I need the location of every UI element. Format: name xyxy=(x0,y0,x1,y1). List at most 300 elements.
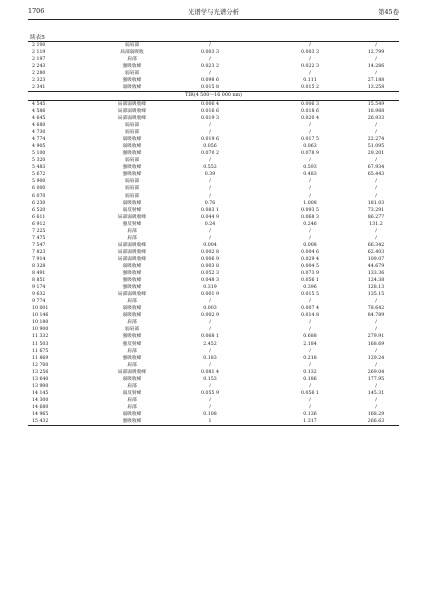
table-row xyxy=(28,115,399,122)
wavenumber-cell: 5 320 xyxy=(32,158,46,164)
feature-cell: 强吸收峰 xyxy=(122,278,142,284)
value-a-cell: 0.001 9 xyxy=(201,292,219,298)
wavenumber-cell: 9 632 xyxy=(32,292,46,298)
feature-cell: 弱吸收峰 xyxy=(122,376,142,382)
wavenumber-cell: 4 645 xyxy=(32,116,46,122)
wavenumber-cell: 14 965 xyxy=(32,411,49,417)
feature-cell: 强吸收峰 xyxy=(122,172,142,178)
wavenumber-cell: 13 256 xyxy=(32,369,49,375)
wavenumber-cell: 10 900 xyxy=(32,327,49,333)
value-c-cell: / xyxy=(375,57,377,63)
value-c-cell: 128.13 xyxy=(367,285,385,291)
value-c-cell: 133.36 xyxy=(367,271,385,277)
value-c-cell: / xyxy=(375,362,377,368)
value-c-cell: 15.549 xyxy=(367,101,385,107)
value-a-cell: 0.002 8 xyxy=(201,249,219,255)
feature-cell: 弱肩部 xyxy=(124,43,140,48)
wavenumber-cell: 10 001 xyxy=(32,306,49,312)
value-b-cell: 0.246 xyxy=(303,221,317,227)
value-b-cell: 0.017 5 xyxy=(301,137,319,143)
value-c-cell: 129.24 xyxy=(367,355,385,361)
value-b-cell: / xyxy=(309,43,311,48)
value-b-cell: / xyxy=(309,179,311,185)
value-b-cell: 0.003 3 xyxy=(301,50,319,56)
value-a-cell: / xyxy=(209,179,211,185)
wavenumber-cell: 2 341 xyxy=(32,85,46,91)
value-a-cell: 0.76 xyxy=(204,200,216,206)
value-b-cell: 0.136 xyxy=(303,411,317,417)
value-a-cell: 0.003 xyxy=(203,306,217,312)
table-row xyxy=(28,84,399,91)
feature-cell: 弱反射峰 xyxy=(122,390,142,396)
table-row xyxy=(28,157,399,164)
table-row xyxy=(28,129,399,136)
value-a-cell: 0.319 xyxy=(203,285,217,291)
table-row xyxy=(28,136,399,143)
wavenumber-cell: 11 503 xyxy=(32,341,49,347)
table-row xyxy=(28,63,399,70)
value-a-cell: 0.003 8 xyxy=(201,264,219,269)
value-c-cell: / xyxy=(375,158,377,164)
table-row xyxy=(28,164,399,171)
table-row xyxy=(28,235,399,242)
value-b-cell: 0.068 3 xyxy=(301,214,319,220)
value-b-cell: 0.008 xyxy=(303,242,317,248)
table-row xyxy=(28,256,399,263)
feature-cell: 肩部 xyxy=(127,299,137,305)
feature-cell: 局部弱吸收峰 xyxy=(117,292,147,298)
value-b-cell: / xyxy=(309,158,311,164)
volume-label: 第45卷 xyxy=(378,8,399,16)
table-row xyxy=(28,383,399,390)
value-b-cell: 0.593 xyxy=(303,165,317,171)
wavenumber-cell: 4 730 xyxy=(32,130,46,136)
value-a-cell: 0.183 xyxy=(203,355,217,361)
table-row xyxy=(28,214,399,221)
value-a-cell: 0.055 9 xyxy=(201,390,219,396)
value-c-cell: 86.277 xyxy=(367,214,385,220)
value-c-cell: 279.91 xyxy=(367,334,385,340)
table-row xyxy=(28,418,399,425)
value-b-cell: 0.078 9 xyxy=(301,151,319,157)
value-c-cell: / xyxy=(375,383,377,389)
wavenumber-cell: 6 000 xyxy=(32,186,46,192)
value-b-cell: 0.029 4 xyxy=(301,256,319,262)
value-b-cell: 0.004 5 xyxy=(301,264,319,269)
wavenumber-cell: 4 905 xyxy=(32,144,46,150)
table-row xyxy=(28,369,399,376)
wavenumber-cell: 2 197 xyxy=(32,57,46,63)
feature-cell: 强吸收峰 xyxy=(122,64,142,70)
table-row xyxy=(28,341,399,348)
wavenumber-cell: 13 900 xyxy=(32,383,49,389)
value-b-cell: 1.008 xyxy=(303,200,317,206)
value-a-cell: / xyxy=(209,404,211,410)
feature-cell: 肩部 xyxy=(127,320,137,326)
table-row xyxy=(28,333,399,340)
wavenumber-cell: 12 700 xyxy=(32,362,49,368)
value-c-cell: 168.69 xyxy=(367,341,385,347)
table-row xyxy=(28,319,399,326)
wavenumber-cell: 2 280 xyxy=(32,71,46,77)
value-c-cell: / xyxy=(375,130,377,136)
value-c-cell: / xyxy=(375,43,377,48)
table-body-lower xyxy=(28,101,399,425)
table-row xyxy=(28,143,399,150)
wavenumber-cell: 7 823 xyxy=(32,249,46,255)
table-row xyxy=(28,178,399,185)
table-row xyxy=(28,305,399,312)
feature-cell: 强吸收峰 xyxy=(122,285,142,291)
value-b-cell: / xyxy=(309,186,311,192)
value-b-cell: 0.093 5 xyxy=(301,207,319,213)
feature-cell: 弱吸收峰 xyxy=(122,144,142,150)
feature-cell: 弱吸收峰 xyxy=(122,411,142,417)
table-row xyxy=(28,207,399,214)
wavenumber-cell: 7 475 xyxy=(32,235,46,241)
value-c-cell: / xyxy=(375,404,377,410)
value-c-cell: 29.201 xyxy=(367,151,385,157)
feature-cell: 肩部 xyxy=(127,362,137,368)
feature-cell: 弱反射峰 xyxy=(122,207,142,213)
wavenumber-cell: 5 100 xyxy=(32,151,46,157)
feature-cell: 弱吸收峰 xyxy=(122,313,142,319)
value-a-cell: 0.070 2 xyxy=(201,151,219,157)
wavenumber-cell: 4 774 xyxy=(32,137,46,143)
wavenumber-cell: 5 483 xyxy=(32,165,46,171)
table-row xyxy=(28,249,399,256)
feature-cell: 强吸收峰 xyxy=(122,419,142,425)
value-b-cell: / xyxy=(309,404,311,410)
table-continuation-label: 续表5 xyxy=(30,35,45,41)
value-b-cell: 0.056 1 xyxy=(301,390,319,396)
feature-cell: 弱肩部 xyxy=(124,71,140,77)
table-row xyxy=(28,42,399,49)
value-a-cell: 0.153 xyxy=(203,376,217,382)
wavenumber-cell: 13 640 xyxy=(32,376,49,382)
wavenumber-cell: 7 547 xyxy=(32,242,46,248)
wavenumber-cell: 5 900 xyxy=(32,179,46,185)
wavenumber-cell: 11 332 xyxy=(32,334,49,340)
value-a-cell: 0.006 9 xyxy=(201,256,219,262)
value-b-cell: 0.018 6 xyxy=(301,108,319,114)
value-b-cell: 0.006 3 xyxy=(301,101,319,107)
value-c-cell: / xyxy=(375,348,377,354)
value-a-cell: / xyxy=(209,362,211,368)
wavenumber-cell: 2 323 xyxy=(32,78,46,84)
wavenumber-cell: 8 328 xyxy=(32,264,46,269)
value-a-cell: 0.016 6 xyxy=(201,108,219,114)
feature-cell: 弱肩部 xyxy=(124,327,140,333)
value-c-cell: / xyxy=(375,320,377,326)
value-a-cell: 0.002 9 xyxy=(201,313,219,319)
wavenumber-cell: 6 912 xyxy=(32,221,46,227)
value-c-cell: 135.15 xyxy=(367,292,385,298)
feature-cell: 弱肩部 xyxy=(124,186,140,192)
value-a-cell: 0.006 4 xyxy=(201,101,219,107)
value-a-cell: 0.39 xyxy=(204,172,216,178)
feature-cell: 强吸收峰 xyxy=(122,151,142,157)
value-c-cell: 18.988 xyxy=(367,108,385,114)
value-c-cell: / xyxy=(375,299,377,305)
table-bottom-rule xyxy=(28,425,399,426)
wavenumber-cell: 4 545 xyxy=(32,101,46,107)
value-c-cell: 26.933 xyxy=(367,116,385,122)
wavenumber-cell: 14 680 xyxy=(32,404,49,410)
journal-title: 光谱学与光谱分析 xyxy=(187,8,240,16)
feature-cell: 弱肩部 xyxy=(124,179,140,185)
value-a-cell: / xyxy=(209,186,211,192)
table-row xyxy=(28,77,399,84)
value-b-cell: 0.688 xyxy=(303,334,317,340)
feature-cell: 强吸收峰 xyxy=(122,165,142,171)
value-c-cell: 67.934 xyxy=(367,165,385,171)
value-a-cell: 0.048 3 xyxy=(201,278,219,284)
value-b-cell: 0.063 xyxy=(303,144,317,150)
value-c-cell: 73.291 xyxy=(367,207,385,213)
feature-cell: 局部弱吸收峰 xyxy=(117,116,147,122)
wavenumber-cell: 5 672 xyxy=(32,172,46,178)
value-a-cell: / xyxy=(209,193,211,199)
table-row xyxy=(28,298,399,305)
running-header xyxy=(28,7,399,19)
value-b-cell: / xyxy=(309,57,311,63)
value-b-cell: 0.015 2 xyxy=(301,85,319,91)
wavenumber-cell: 6 230 xyxy=(32,200,46,206)
value-a-cell: / xyxy=(209,57,211,63)
value-c-cell: / xyxy=(375,123,377,129)
value-b-cell: 0.020 4 xyxy=(301,116,319,122)
page-number: 1706 xyxy=(28,7,45,15)
value-a-cell: / xyxy=(209,348,211,354)
value-b-cell: 1.317 xyxy=(303,419,317,425)
table-row xyxy=(28,326,399,333)
table-row xyxy=(28,404,399,411)
feature-cell: 局部弱吸收峰 xyxy=(117,101,147,107)
value-a-cell: 0.098 6 xyxy=(201,78,219,84)
table-row xyxy=(28,193,399,200)
value-c-cell: / xyxy=(375,186,377,192)
feature-cell: 弱吸收峰 xyxy=(122,306,142,312)
wavenumber-cell: 6 611 xyxy=(32,214,46,220)
value-c-cell: 269.04 xyxy=(367,369,385,375)
wavenumber-cell: 2 119 xyxy=(32,50,46,56)
value-c-cell: / xyxy=(375,327,377,333)
table-row xyxy=(28,362,399,369)
value-c-cell: 14.286 xyxy=(367,64,385,70)
value-a-cell: / xyxy=(209,320,211,326)
feature-cell: 局部弱吸收峰 xyxy=(117,256,147,262)
feature-cell: 弱吸收峰 xyxy=(122,137,142,143)
value-a-cell: / xyxy=(209,158,211,164)
value-b-cell: / xyxy=(309,320,311,326)
wavenumber-cell: 2 100 xyxy=(32,43,46,48)
value-a-cell: 0.056 xyxy=(203,144,217,150)
value-c-cell: 109.07 xyxy=(367,256,385,262)
value-a-cell: 0.004 xyxy=(203,242,217,248)
feature-cell: 强吸收峰 xyxy=(122,78,142,84)
wavenumber-cell: 10 146 xyxy=(32,313,49,319)
value-b-cell: 0.014 8 xyxy=(301,313,319,319)
value-b-cell: 0.396 xyxy=(303,285,317,291)
feature-cell: 局部弱吸收峰 xyxy=(117,369,147,375)
value-a-cell: / xyxy=(209,383,211,389)
value-c-cell: 65.443 xyxy=(367,172,385,178)
wavenumber-cell: 2 243 xyxy=(32,64,46,70)
value-b-cell: 0.073 9 xyxy=(301,271,319,277)
value-c-cell: 12.799 xyxy=(367,50,385,56)
value-a-cell: 0.068 1 xyxy=(201,334,219,340)
value-a-cell: 0.015 8 xyxy=(201,85,219,91)
table-row xyxy=(28,171,399,178)
value-a-cell: 0.24 xyxy=(204,221,216,227)
table-row xyxy=(28,150,399,157)
feature-cell: 局部弱吸收 xyxy=(120,50,144,56)
value-c-cell: 51.095 xyxy=(367,144,385,150)
value-c-cell: 177.95 xyxy=(367,376,385,382)
value-b-cell: 0.186 xyxy=(303,376,317,382)
feature-cell: 局部弱吸收峰 xyxy=(117,249,147,255)
value-c-cell: 27.188 xyxy=(367,78,385,84)
table-row xyxy=(28,270,399,277)
feature-cell: 弱肩部 xyxy=(124,123,140,129)
value-b-cell: / xyxy=(309,383,311,389)
table-row xyxy=(28,348,399,355)
table-row xyxy=(28,411,399,418)
table-row xyxy=(28,277,399,284)
feature-cell: 肩部 xyxy=(127,348,137,354)
value-a-cell: / xyxy=(209,397,211,403)
value-b-cell: 0.483 xyxy=(303,172,317,178)
value-b-cell: 0.111 xyxy=(303,78,317,84)
table-row xyxy=(28,397,399,404)
value-a-cell: 0.019 6 xyxy=(201,137,219,143)
value-c-cell: 22.274 xyxy=(367,137,385,143)
value-b-cell: / xyxy=(309,228,311,234)
value-b-cell: / xyxy=(309,71,311,77)
table-row xyxy=(28,263,399,270)
value-b-cell: / xyxy=(309,327,311,333)
value-a-cell: 0.023 2 xyxy=(201,64,219,70)
wavenumber-cell: 4 586 xyxy=(32,108,46,114)
value-b-cell: 0.022 3 xyxy=(301,64,319,70)
feature-cell: 强反射峰 xyxy=(122,221,142,227)
wavenumber-cell: 8 851 xyxy=(32,278,46,284)
table-row xyxy=(28,56,399,63)
header-rule xyxy=(28,19,399,20)
value-b-cell: 0.004 6 xyxy=(301,249,319,255)
wavenumber-cell: 14 145 xyxy=(32,390,49,396)
value-c-cell: 84.789 xyxy=(367,313,385,319)
feature-cell: 强吸收峰 xyxy=(122,334,142,340)
table-row xyxy=(28,49,399,56)
wavenumber-cell: 8 491 xyxy=(32,271,46,277)
table-row xyxy=(28,221,399,228)
value-a-cell: / xyxy=(209,235,211,241)
value-a-cell: 0.081 4 xyxy=(201,369,219,375)
table-body-upper xyxy=(28,42,399,91)
wavenumber-cell: 15 432 xyxy=(32,419,49,425)
wavenumber-cell: 6 070 xyxy=(32,193,46,199)
table-row xyxy=(28,101,399,108)
feature-cell: 肩部 xyxy=(127,235,137,241)
value-a-cell: 0.019 3 xyxy=(201,116,219,122)
value-a-cell: 0.083 1 xyxy=(201,207,219,213)
feature-cell: 肩部 xyxy=(127,404,137,410)
value-c-cell: 168.29 xyxy=(367,411,385,417)
wavenumber-cell: 4 680 xyxy=(32,123,46,129)
table-row xyxy=(28,284,399,291)
wavenumber-cell: 9 174 xyxy=(32,285,46,291)
wavenumber-cell: 14 300 xyxy=(32,397,49,403)
value-c-cell: 145.31 xyxy=(367,390,385,396)
table-row xyxy=(28,108,399,115)
table-row xyxy=(28,185,399,192)
feature-cell: 强反射峰 xyxy=(122,341,142,347)
value-a-cell: / xyxy=(209,130,211,136)
wavenumber-cell: 7 225 xyxy=(32,228,46,234)
value-a-cell: / xyxy=(209,123,211,129)
value-b-cell: / xyxy=(309,299,311,305)
value-b-cell: 0.007 4 xyxy=(301,306,319,312)
value-b-cell: 0.056 1 xyxy=(301,278,319,284)
table-row xyxy=(28,200,399,207)
feature-cell: 局部弱吸收峰 xyxy=(117,242,147,248)
value-c-cell: 66.342 xyxy=(367,242,385,248)
value-c-cell: 13.258 xyxy=(367,85,385,91)
wavenumber-cell: 11 675 xyxy=(32,348,49,354)
value-b-cell: / xyxy=(309,362,311,368)
value-c-cell: 62.403 xyxy=(367,249,385,255)
table-row xyxy=(28,312,399,319)
feature-cell: 肩部 xyxy=(127,57,137,63)
wavenumber-cell: 9 774 xyxy=(32,299,46,305)
table-row xyxy=(28,376,399,383)
value-a-cell: / xyxy=(209,228,211,234)
table-row xyxy=(28,228,399,235)
value-a-cell: / xyxy=(209,43,211,48)
value-c-cell: / xyxy=(375,235,377,241)
wavenumber-cell: 11 869 xyxy=(32,355,49,361)
value-c-cell: 266.63 xyxy=(367,419,385,425)
feature-cell: 局部弱吸收峰 xyxy=(117,214,147,220)
feature-cell: 弱吸收峰 xyxy=(122,85,142,91)
feature-cell: 弱肩部 xyxy=(124,130,140,136)
value-b-cell: 2.184 xyxy=(303,341,317,347)
feature-cell: 肩部 xyxy=(127,397,137,403)
value-a-cell: 1 xyxy=(208,419,212,425)
value-b-cell: / xyxy=(309,130,311,136)
feature-cell: 强吸收峰 xyxy=(122,271,142,277)
feature-cell: 局部弱吸收峰 xyxy=(117,108,147,114)
table-row xyxy=(28,355,399,362)
value-b-cell: 0.015 5 xyxy=(301,292,319,298)
value-c-cell: / xyxy=(375,228,377,234)
value-b-cell: / xyxy=(309,193,311,199)
value-b-cell: / xyxy=(309,397,311,403)
feature-cell: 弱肩部 xyxy=(124,158,140,164)
value-c-cell: / xyxy=(375,193,377,199)
value-c-cell: / xyxy=(375,397,377,403)
value-c-cell: 131.2 xyxy=(369,221,383,227)
value-c-cell: 124.38 xyxy=(367,278,385,284)
value-a-cell: / xyxy=(209,299,211,305)
feature-cell: 弱吸收峰 xyxy=(122,264,142,269)
value-a-cell: 0.108 xyxy=(203,411,217,417)
value-a-cell: 0.052 3 xyxy=(201,271,219,277)
table-row xyxy=(28,390,399,397)
wavenumber-cell: 7 914 xyxy=(32,256,46,262)
